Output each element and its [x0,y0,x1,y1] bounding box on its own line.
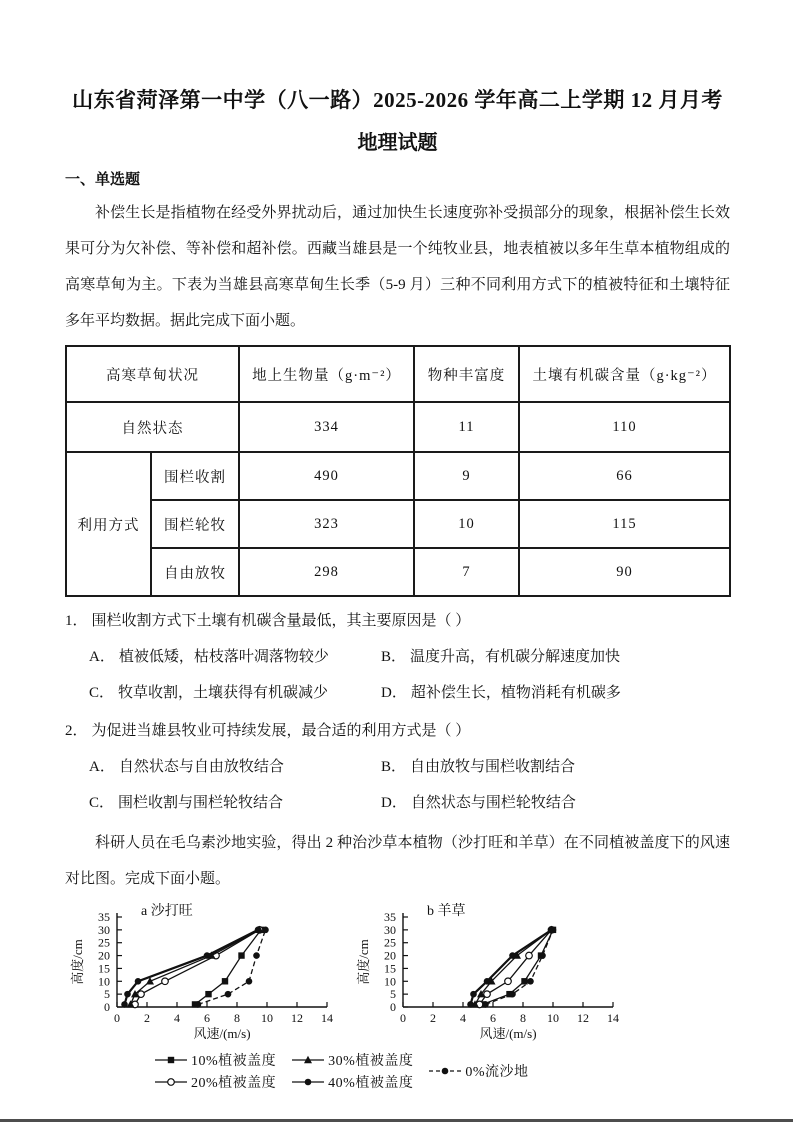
header-meadow-condition: 高寒草甸状况 [66,346,239,402]
option-b[interactable] [381,749,730,785]
svg-text:25: 25 [98,935,110,950]
svg-text:14: 14 [321,1011,333,1025]
cell-value: 66 [519,452,730,500]
svg-text:高度/cm: 高度/cm [356,939,371,985]
svg-text:6: 6 [204,1011,210,1025]
question-1-options [65,639,730,711]
chart-yangcao [355,903,625,1050]
meadow-data-table [65,345,731,597]
svg-text:20: 20 [384,948,396,963]
wind-speed-charts [69,903,730,1050]
table-row [66,548,730,596]
cell-value: 90 [519,548,730,596]
svg-text:5: 5 [104,987,110,1002]
svg-text:8: 8 [520,1011,526,1025]
exam-title: 山东省菏泽第一中学（八一路）2025-2026 学年高二上学期 12 月月考 [72,88,723,112]
question-2-options [65,749,730,821]
svg-text:风速/(m/s): 风速/(m/s) [479,1026,537,1041]
legend-label: 10%植被盖度 [191,1054,277,1069]
cell-value: 110 [519,402,730,452]
svg-text:风速/(m/s): 风速/(m/s) [193,1026,251,1041]
cell-value: 11 [414,402,519,452]
question-1 [65,603,730,711]
row-label-free-grazing: 自由放牧 [151,548,239,596]
option-text: 温度升高，有机碳分解速度加快 [410,649,621,665]
svg-text:35: 35 [98,910,110,924]
legend-label: 30%植被盖度 [328,1054,414,1069]
svg-text:10: 10 [384,974,396,989]
row-label-fence-mowing: 围栏收割 [151,452,239,500]
option-label: B． [381,649,407,665]
chart-shadawang [69,903,339,1050]
option-text: 自然状态与围栏轮牧结合 [410,795,576,811]
option-label: D． [381,685,407,701]
header-soil-carbon: 土壤有机碳含量（g·kg⁻²） [519,346,730,402]
cell-value: 334 [239,402,414,452]
question-text: 围栏收割方式下土壤有机碳含量最低，其主要原因是（ ） [91,613,471,629]
question-2-stem [65,713,730,749]
svg-text:2: 2 [144,1011,150,1025]
svg-text:b 羊草: b 羊草 [427,904,466,919]
svg-text:15: 15 [384,961,396,976]
cell-value: 115 [519,500,730,548]
legend-item [153,1072,276,1092]
svg-text:高度/cm: 高度/cm [70,939,85,985]
table-row [66,500,730,548]
legend-item [290,1050,413,1070]
cell-value: 10 [414,500,519,548]
option-c[interactable] [89,675,381,711]
legend-column [153,1050,276,1092]
legend-column [290,1050,413,1092]
option-b[interactable] [381,639,730,675]
svg-text:10: 10 [547,1011,559,1025]
option-text: 超补偿生长，植物消耗有机碳多 [410,685,621,701]
svg-text:0: 0 [114,1011,120,1025]
row-label-fence-rotation: 围栏轮牧 [151,500,239,548]
question-number: 2． [65,723,88,739]
question-number: 1． [65,613,88,629]
legend-label: 40%植被盖度 [328,1076,414,1091]
row-group-label-use-mode: 利用方式 [66,452,151,596]
row-label-natural: 自然状态 [66,402,239,452]
option-text: 围栏收割与围栏轮牧结合 [118,795,284,811]
svg-text:35: 35 [384,910,396,924]
option-d[interactable] [381,675,730,711]
legend-item [290,1072,413,1092]
svg-text:30: 30 [384,922,396,937]
question-1-stem [65,603,730,639]
table-header-row [66,346,730,402]
option-label: D． [381,795,407,811]
cell-value: 9 [414,452,519,500]
svg-text:8: 8 [234,1011,240,1025]
option-label: A． [89,649,115,665]
svg-text:0: 0 [390,1000,396,1014]
option-label: C． [89,685,115,701]
legend-item [427,1061,528,1081]
svg-text:10: 10 [98,974,110,989]
svg-text:12: 12 [577,1011,589,1025]
svg-text:4: 4 [174,1011,180,1025]
legend-column [427,1061,528,1081]
option-a[interactable] [89,639,381,675]
exam-subtitle: 地理试题 [357,132,438,154]
svg-text:4: 4 [460,1011,466,1025]
svg-text:25: 25 [384,935,396,950]
option-label: A． [89,759,115,775]
option-d[interactable] [381,785,730,821]
option-label: B． [381,759,407,775]
table-row [66,452,730,500]
legend-item [153,1050,276,1070]
option-text: 自由放牧与围栏收割结合 [410,759,576,775]
svg-text:30: 30 [98,922,110,937]
passage-1: 补偿生长是指植物在经受外界扰动后，通过加快生长速度弥补受损部分的现象，根据补偿生长效果可分为欠补偿、等补偿和超补偿。西藏当雄县是一个纯牧业县，地表植被以多年生草本植物组成的高寒草甸为主。下表为当雄县高寒草甸生长季（5-9 月）三种不同利用方式下的植被特征和土壤特征多年平均数据。据此完成下面小题。 [65,205,730,329]
header-species-richness: 物种丰富度 [414,346,519,402]
svg-text:2: 2 [430,1011,436,1025]
cell-value: 323 [239,500,414,548]
option-label: C． [89,795,115,811]
svg-text:a 沙打旺: a 沙打旺 [141,904,193,919]
passage-2: 科研人员在毛乌素沙地实验，得出 2 种治沙草本植物（沙打旺和羊草）在不同植被盖度下的风速对比图。完成下面小题。 [65,835,730,887]
option-a[interactable] [89,749,381,785]
svg-text:15: 15 [98,961,110,976]
legend-label: 0%流沙地 [465,1065,529,1080]
option-text: 牧草收割，土壤获得有机碳减少 [118,685,329,701]
legend-label: 20%植被盖度 [191,1076,277,1091]
svg-text:0: 0 [400,1011,406,1025]
question-text: 为促进当雄县牧业可持续发展，最合适的利用方式是（ ） [91,723,471,739]
svg-text:14: 14 [607,1011,619,1025]
cell-value: 7 [414,548,519,596]
option-text: 植被低矮，枯枝落叶凋落物较少 [118,649,329,665]
cell-value: 490 [239,452,414,500]
svg-text:6: 6 [490,1011,496,1025]
chart-legend [153,1050,730,1092]
svg-text:10: 10 [261,1011,273,1025]
svg-text:0: 0 [104,1000,110,1014]
svg-text:5: 5 [390,987,396,1002]
svg-text:20: 20 [98,948,110,963]
cell-value: 298 [239,548,414,596]
question-2 [65,713,730,821]
option-c[interactable] [89,785,381,821]
option-text: 自然状态与自由放牧结合 [118,759,284,775]
svg-text:12: 12 [291,1011,303,1025]
section-heading: 一、单选题 [65,172,141,188]
table-row [66,402,730,452]
header-biomass: 地上生物量（g·m⁻²） [239,346,414,402]
